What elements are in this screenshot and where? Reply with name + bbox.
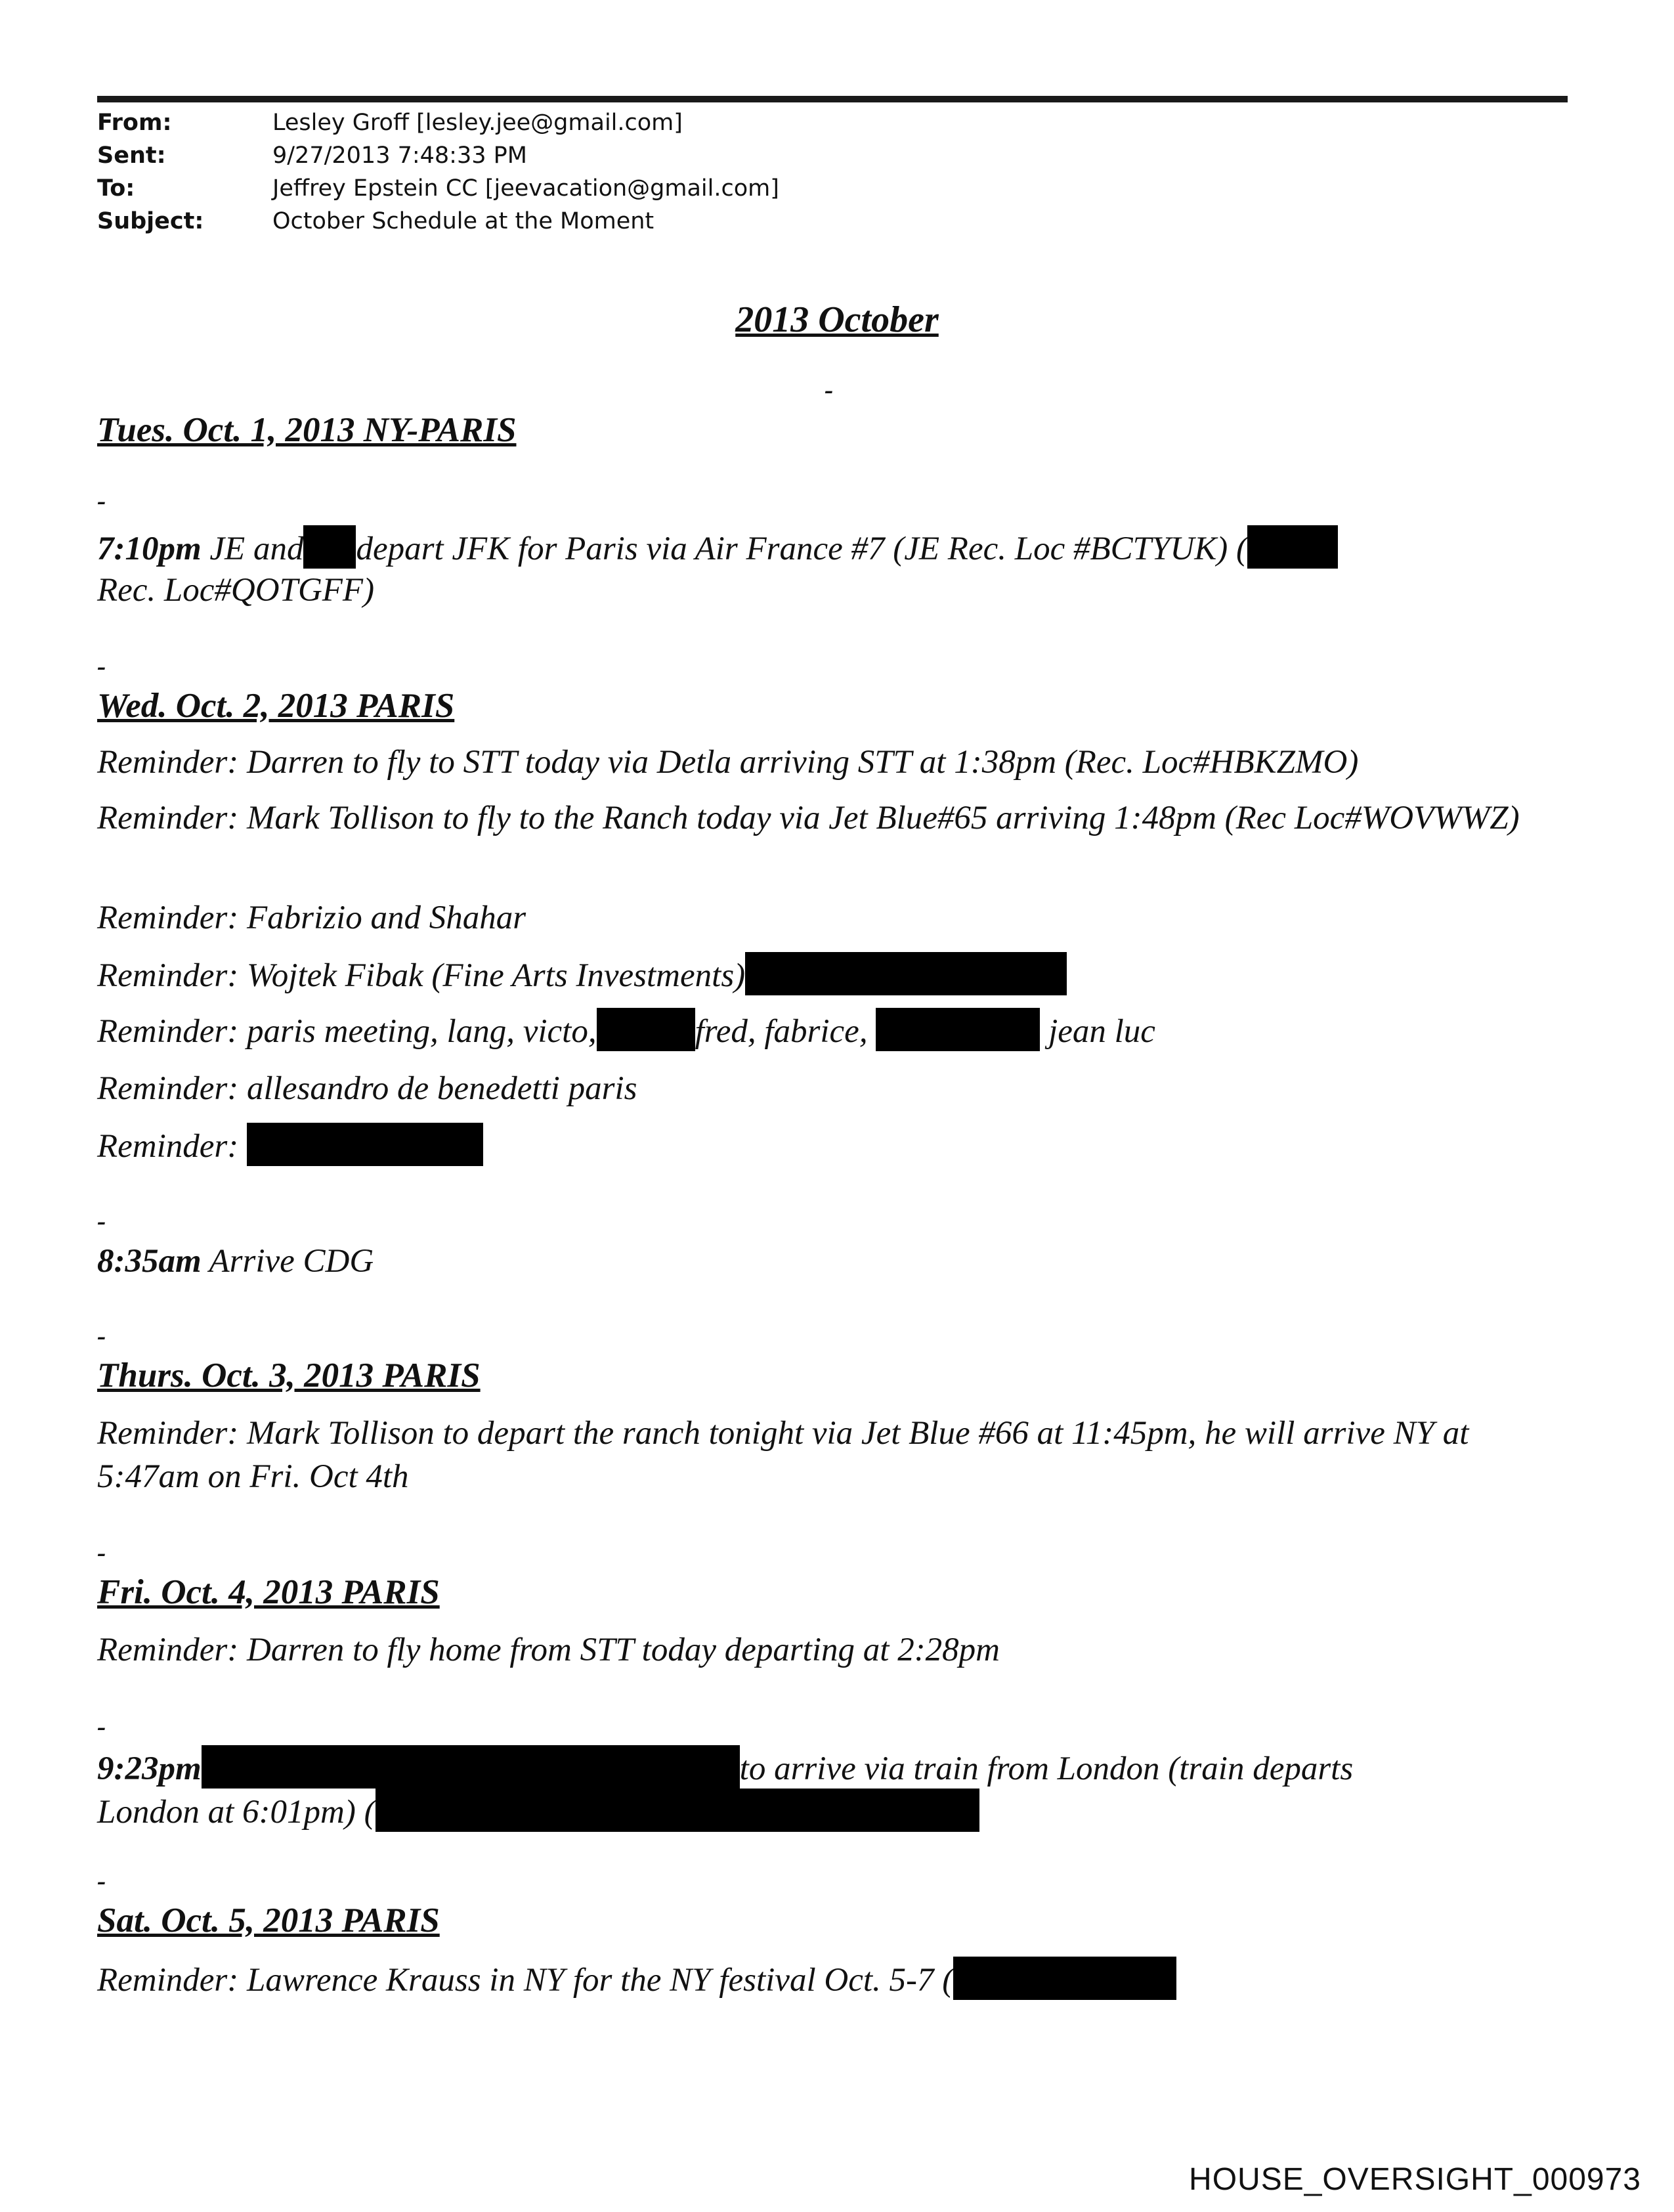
event-line xyxy=(97,1240,1561,1283)
reminder-text: Reminder: Lawrence Krauss in NY for the NY festival Oct. 5-7 ( xyxy=(97,1962,954,1999)
separator-dash: - xyxy=(97,486,106,515)
reminder-line xyxy=(97,1008,1561,1053)
event-time: 7:10pm xyxy=(97,531,202,567)
redaction-block xyxy=(303,525,356,569)
reminder-line: Reminder: Mark Tollison to depart the ranch tonight via Jet Blue #66 at 11:45pm, he will arrive NY at 5:47am on Fri. Oct 4th xyxy=(97,1415,1469,1495)
sent-row xyxy=(97,139,527,172)
to-label: To: xyxy=(97,175,135,202)
header-rule xyxy=(97,96,1568,102)
reminder-line: Reminder: Darren to fly to STT today via Detla arriving STT at 1:38pm (Rec. Loc#HBKZMO) xyxy=(97,744,1359,781)
separator-dash: - xyxy=(825,375,834,404)
from-value: Lesley Groff [lesley.jee@gmail.com] xyxy=(272,110,683,136)
sent-value: 9/27/2013 7:48:33 PM xyxy=(272,142,527,169)
event-text: London at 6:01pm) ( xyxy=(97,1794,376,1831)
reminder-line xyxy=(97,1957,1561,2002)
redaction-block xyxy=(202,1745,740,1789)
event-text: Arrive CDG xyxy=(209,1243,374,1280)
reminder-text: fred, fabrice, xyxy=(695,1013,868,1050)
redaction-block xyxy=(745,952,1067,995)
subject-value: October Schedule at the Moment xyxy=(272,208,655,234)
day-heading-oct-3: Thurs. Oct. 3, 2013 PARIS xyxy=(97,1356,481,1395)
reminder-line xyxy=(97,952,1561,997)
separator-dash: - xyxy=(97,1712,106,1741)
redaction-block xyxy=(597,1008,695,1051)
event-time: 8:35am xyxy=(97,1243,202,1280)
reminder-text: Reminder: xyxy=(97,1128,239,1165)
reminder-text: Reminder: Wojtek Fibak (Fine Arts Investments) xyxy=(97,957,746,994)
to-row xyxy=(97,172,779,205)
redaction-block xyxy=(876,1008,1040,1051)
reminder-line: Reminder: Fabrizio and Shahar xyxy=(97,900,526,936)
day-heading-oct-5: Sat. Oct. 5, 2013 PARIS xyxy=(97,1901,440,1940)
redaction-block xyxy=(953,1957,1176,2000)
reminder-text: jean luc xyxy=(1048,1013,1155,1050)
redaction-block xyxy=(1247,525,1338,569)
schedule-title: 2013 October xyxy=(735,299,939,340)
from-row xyxy=(97,106,683,139)
event-text: to arrive via train from London (train departs xyxy=(739,1750,1354,1787)
reminder-line xyxy=(97,1123,1561,1168)
reminder-text: Reminder: paris meeting, lang, victo, xyxy=(97,1013,597,1050)
separator-dash: - xyxy=(97,1866,106,1896)
day-heading-oct-2: Wed. Oct. 2, 2013 PARIS xyxy=(97,687,455,725)
event-text: JE and xyxy=(209,531,304,567)
separator-dash: - xyxy=(97,1206,106,1236)
separator-dash: - xyxy=(97,651,106,681)
to-value: Jeffrey Epstein CC [jeevacation@gmail.com] xyxy=(272,175,779,202)
event-text: depart JFK for Paris via Air France #7 (JE Rec. Loc #BCTYUK) ( xyxy=(356,531,1247,567)
separator-dash: - xyxy=(97,1538,106,1567)
event-time: 9:23pm xyxy=(97,1750,202,1787)
day-heading-oct-1: Tues. Oct. 1, 2013 NY-PARIS xyxy=(97,411,517,449)
from-label: From: xyxy=(97,110,172,136)
event-line xyxy=(97,1745,1561,1790)
separator-dash: - xyxy=(97,1321,106,1351)
subject-row xyxy=(97,205,654,238)
reminder-line: Reminder: Mark Tollison to fly to the Ranch today via Jet Blue#65 arriving 1:48pm (Rec Loc#WOVWWZ) xyxy=(97,800,1520,836)
redaction-block xyxy=(247,1123,483,1166)
event-line-continued xyxy=(97,1789,1561,1834)
subject-label: Subject: xyxy=(97,208,204,234)
day-heading-oct-4: Fri. Oct. 4, 2013 PARIS xyxy=(97,1573,440,1611)
reminder-line: Reminder: Darren to fly home from STT today departing at 2:28pm xyxy=(97,1632,1000,1668)
event-line xyxy=(97,525,1561,571)
redaction-block xyxy=(376,1789,979,1832)
bates-number: HOUSE_OVERSIGHT_000973 xyxy=(1189,2162,1641,2197)
reminder-line: Reminder: allesandro de benedetti paris xyxy=(97,1070,637,1107)
event-line-continued: Rec. Loc#QOTGFF) xyxy=(97,572,375,609)
sent-label: Sent: xyxy=(97,142,166,169)
